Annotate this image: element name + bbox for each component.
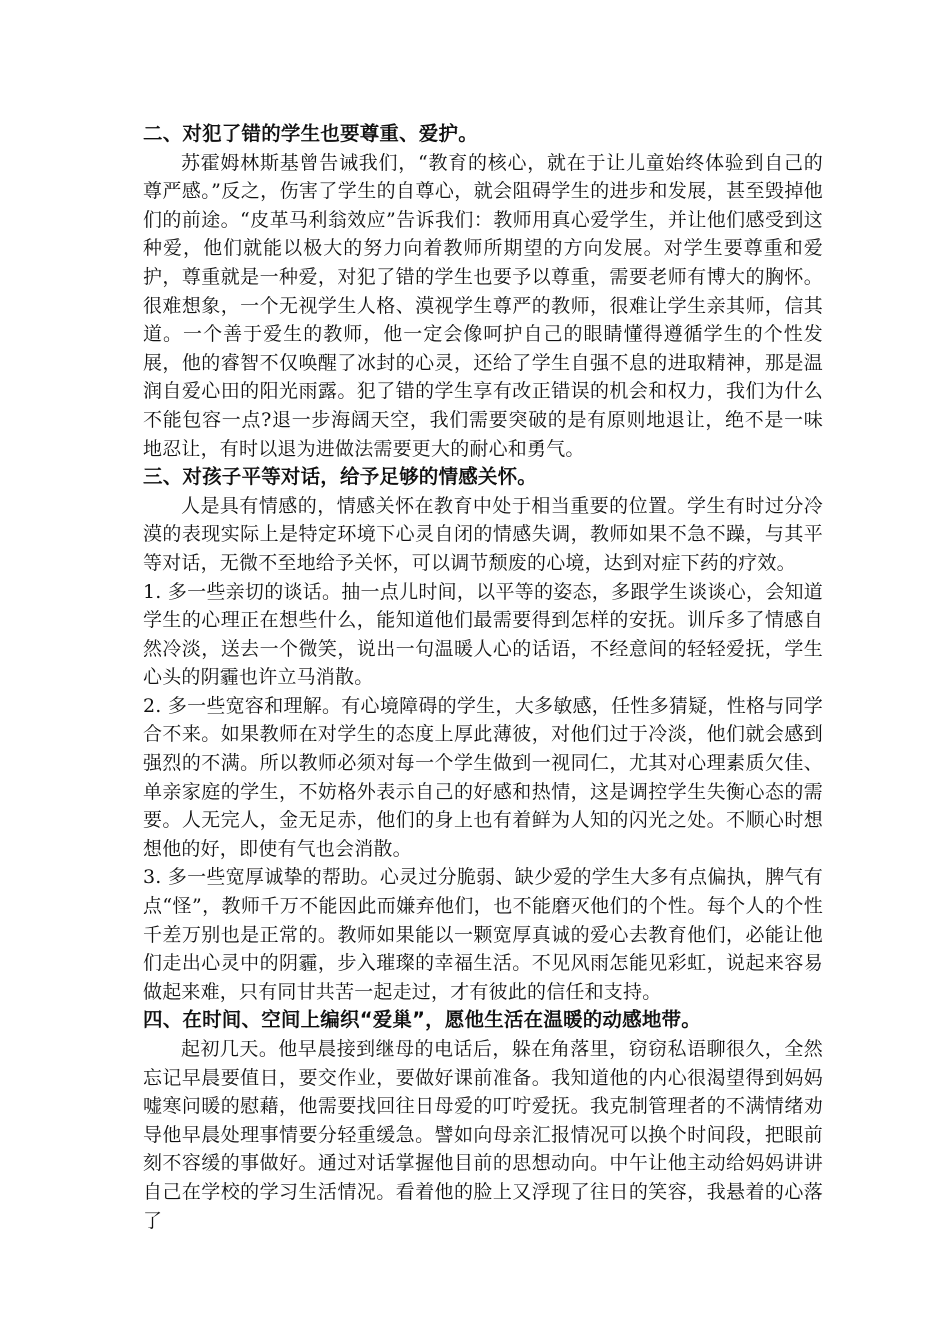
paragraph: 起初几天。他早晨接到继母的电话后，躲在角落里，窃窃私语聊很久，全然忘记早晨要值日，要交作业，要做好课前准备。我知道他的内心很渴望得到妈妈嘘寒问暖的慰藉，他需要找回往日母爱的叮咛爱抚。我克制管理者的不满情绪劝导他早晨处理事情要分轻重缓急。譬如向母亲汇报情况可以换个时间段，把眼前刻不容缓的事做好。通过对话掌握他目前的思想动向。中午让他主动给妈妈讲讲自己在学校的学习生活情况。看着他的脸上又浮现了往日的笑容，我悬着的心落了 — [143, 1038, 823, 1232]
paragraph: 苏霍姆林斯基曾告诫我们，“教育的核心，就在于让儿童始终体验到自己的尊严感。”反之，伤害了学生的自尊心，就会阻碍学生的进步和发展，甚至毁掉他们的前途。“皮革马利翁效应”告诉我们：教师用真心爱学生，并让他们感受到这种爱，他们就能以极大的努力向着教师所期望的方向发展。对学生要尊重和爱护，尊重就是一种爱，对犯了错的学生也要予以尊重，需要老师有博大的胸怀。很难想象，一个无视学生人格、漠视学生尊严的教师，很难让学生亲其师，信其道。一个善于爱生的教师，他一定会像呵护自己的眼睛懂得遵循学生的个性发展，他的睿智不仅唤醒了冰封的心灵，还给了学生自强不息的进取精神，那是温润自爱心田的阳光雨露。犯了错的学生享有改正错误的机会和权力，我们为什么不能包容一点?退一步海阔天空，我们需要突破的是有原则地退让，绝不是一味地忍让，有时以退为进做法需要更大的耐心和勇气。 — [143, 151, 823, 460]
list-item-tolerance: 2. 多一些宽容和理解。有心境障碍的学生，大多敏感，任性多猜疑，性格与同学合不来。如果教师在对学生的态度上厚此薄彼，对他们过于冷淡，他们就会感到强烈的不满。所以教师必须对每一个学生做到一视同仁，尤其对心理素质欠佳、单亲家庭的学生，不妨格外表示自己的好感和热情，这是调控学生失衡心态的需要。人无完人，金无足赤，他们的身上也有着鲜为人知的闪光之处。不顺心时想想他的好，即使有气也会消散。 — [143, 694, 823, 860]
paragraph: 人是具有情感的，情感关怀在教育中处于相当重要的位置。学生有时过分冷漠的表现实际上是特定环境下心灵自闭的情感失调，教师如果不急不躁，与其平等对话，无微不至地给予关怀，可以调节颓废的心境，达到对症下药的疗效。 — [143, 494, 823, 574]
section-heading: 三、对孩子平等对话，给予足够的情感关怀。 — [143, 465, 538, 489]
document-page — [143, 120, 823, 1235]
section-heading: 四、在时间、空间上编织“爱巢”，愿他生活在温暖的动感地带。 — [143, 1008, 701, 1032]
list-item-help: 3. 多一些宽厚诚挚的帮助。心灵过分脆弱、缺少爱的学生大多有点偏执，脾气有点“怪”，教师千万不能因此而嫌弃他们，也不能磨灭他们的个性。每个人的个性千差万别也是正常的。教师如果能以一颗宽厚真诚的爱心去教育他们，必能让他们走出心灵中的阴霾，步入璀璨的幸福生活。不见风雨怎能见彩虹，说起来容易做起来难，只有同甘共苦一起走过，才有彼此的信任和支持。 — [143, 866, 823, 1003]
list-item-conversation: 1. 多一些亲切的谈话。抽一点儿时间，以平等的姿态，多跟学生谈谈心，会知道学生的心理正在想些什么，能知道他们最需要得到怎样的安抚。训斥多了情感自然冷淡，送去一个微笑，说出一句温暖人心的话语，不经意间的轻轻爱抚，学生心头的阴霾也许立马消散。 — [143, 580, 823, 689]
section-respect — [143, 120, 823, 463]
section-equal-dialogue — [143, 463, 823, 1006]
section-love-nest — [143, 1006, 823, 1235]
section-heading: 二、对犯了错的学生也要尊重、爱护。 — [143, 122, 478, 145]
